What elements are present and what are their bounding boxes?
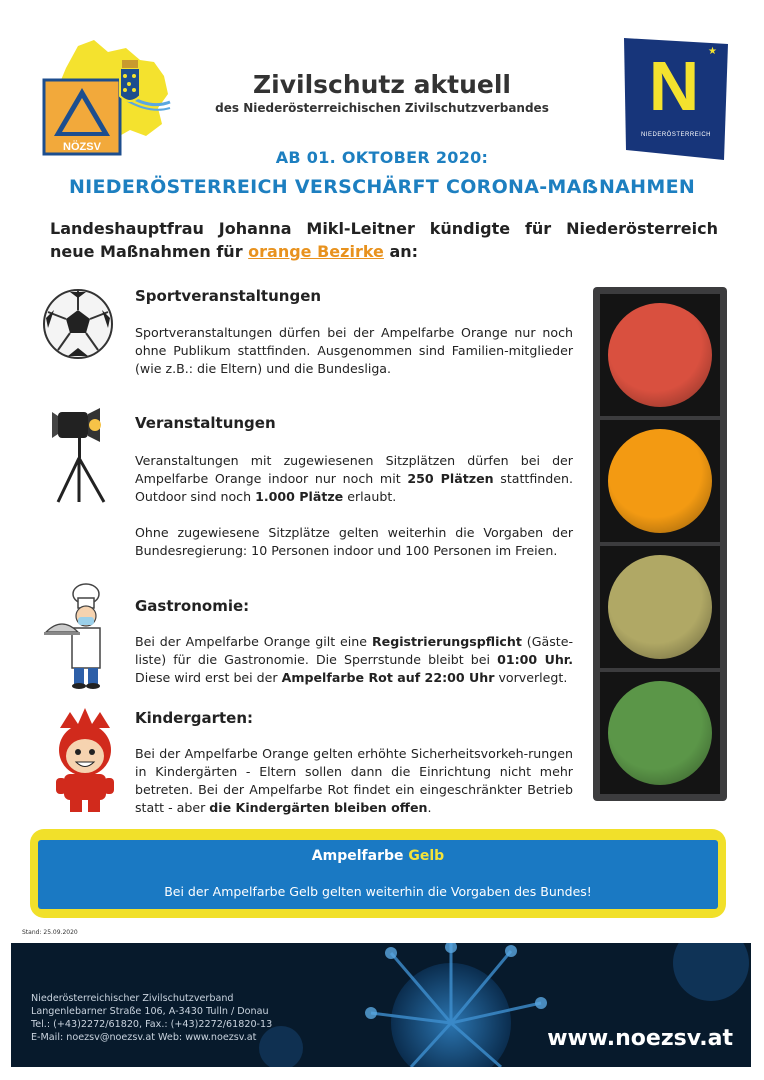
section-text-events-2: Ohne zugewiesene Sitzplätze gelten weiterhin die Vorgaben der Bundesregierung: 10 Personen indoor und 100 Personen im Freien. <box>135 525 573 558</box>
gastro-registrierungspflicht: Registrierungspflicht <box>371 634 522 649</box>
spotlight-icon <box>48 402 112 510</box>
section-title-events-text: Veranstaltungen <box>135 414 276 432</box>
intro-paragraph <box>50 217 718 263</box>
orange-bezirke-link[interactable]: orange Bezirke <box>248 242 384 261</box>
kinder-bleiben-offen: die Kindergärten bleiben offen <box>209 800 428 815</box>
footer-org: Niederösterreichischer Zivilschutzverband <box>31 993 234 1004</box>
gastro-text-g: vorverlegt. <box>494 670 568 685</box>
gastro-text-e: Diese wird erst bei der <box>135 670 282 685</box>
traffic-light <box>593 287 727 801</box>
events-text-c: stattfinden. Outdoor sind noch <box>135 471 574 504</box>
chef-icon <box>42 582 114 694</box>
section-title-kinder: Kindergarten: <box>135 709 254 727</box>
section-title-gastro: Gastronomie: <box>135 597 250 615</box>
section-title-sport: Sportveranstaltungen <box>135 287 322 305</box>
svg-text:★: ★ <box>708 46 717 57</box>
soccer-ball-icon <box>42 288 114 364</box>
gastro-rot-2200: Ampelfarbe Rot auf 22:00 Uhr <box>281 670 495 685</box>
logo-left-label: NÖZSV <box>63 141 101 153</box>
section-text-gastro <box>135 633 573 687</box>
section-text-sport: Sportveranstaltungen dürfen bei der Ampelfarbe Orange nur noch ohne Publikum stattfinden. Ausgenommen sind Familien-mitglieder (wie z.B.: die Eltern) und die Bundesliga. <box>135 325 573 376</box>
headline: NIEDERÖSTERREICH VERSCHÄRFT CORONA-MAẞNAHMEN <box>68 176 696 198</box>
notice-title-text: Ampelfarbe <box>311 848 409 864</box>
kinder-text-c: . <box>427 800 432 815</box>
footer <box>11 943 751 1067</box>
footer-mail: E-Mail: noezsv@noezsv.at Web: www.noezsv.at <box>31 1032 257 1043</box>
notice-title <box>38 848 718 864</box>
section-text-kinder <box>135 745 573 817</box>
events-250: 250 Plätzen <box>407 471 494 486</box>
footer-website-link[interactable]: www.noezsv.at <box>547 1026 733 1051</box>
notice-title-gelb: Gelb <box>408 848 445 864</box>
events-text-a: Veranstaltungen mit zugewiesenen Sitzplätzen dürfen bei der Ampelfarbe Orange indoor nur noch mit <box>135 453 573 486</box>
lamp-red <box>608 303 712 407</box>
gastro-text-c: (Gäste-liste) für die Gastronomie. Die Sperrstunde bleibt bei <box>135 634 573 667</box>
section-text-events-1 <box>135 452 573 506</box>
header-title: Zivilschutz aktuell <box>253 70 511 99</box>
gastro-text-a: Bei der Ampelfarbe Orange gilt eine <box>135 634 372 649</box>
lamp-green <box>608 681 712 785</box>
notice-text: Bei der Ampelfarbe Gelb gelten weiterhin die Vorgaben des Bundes! <box>164 884 592 899</box>
date-line: AB 01. OKTOBER 2020: <box>275 148 489 167</box>
section-title-events <box>135 414 276 432</box>
events-text-e: erlaubt. <box>343 489 397 504</box>
child-icon <box>50 708 120 820</box>
footer-address: Langenlebarner Straße 106, A-3430 Tulln / Donau <box>31 1006 269 1017</box>
intro-end: an: <box>383 242 419 261</box>
stand-date: Stand: 25.09.2020 <box>22 929 78 936</box>
kinder-text-a: Bei der Ampelfarbe Orange gelten erhöhte Sicherheitsvorkeh-rungen in Kindergärten - Eltern sollen dann die Einrichtung nicht mehr betreten. Bei der Ampelfarbe Rot findet ein eingeschränkter Betrieb statt - aber <box>135 746 573 815</box>
niederoesterreich-logo <box>624 38 728 160</box>
logo-right-letter: N <box>648 47 700 125</box>
lamp-orange <box>608 429 712 533</box>
gastro-0100: 01:00 Uhr. <box>497 652 573 667</box>
lamp-yellow <box>608 555 712 659</box>
intro-text: Landeshauptfrau Johanna Mikl-Leitner kündigte für Niederösterreich neue Maßnahmen für <box>50 219 718 261</box>
events-1000: 1.000 Plätze <box>255 489 344 504</box>
header-subtitle: des Niederösterreichischen Zivilschutzverbandes <box>215 101 549 115</box>
footer-tel: Tel.: (+43)2272/61820, Fax.: (+43)2272/61820-13 <box>31 1019 273 1030</box>
logo-right-text: NIEDERÖSTERREICH <box>640 132 712 138</box>
